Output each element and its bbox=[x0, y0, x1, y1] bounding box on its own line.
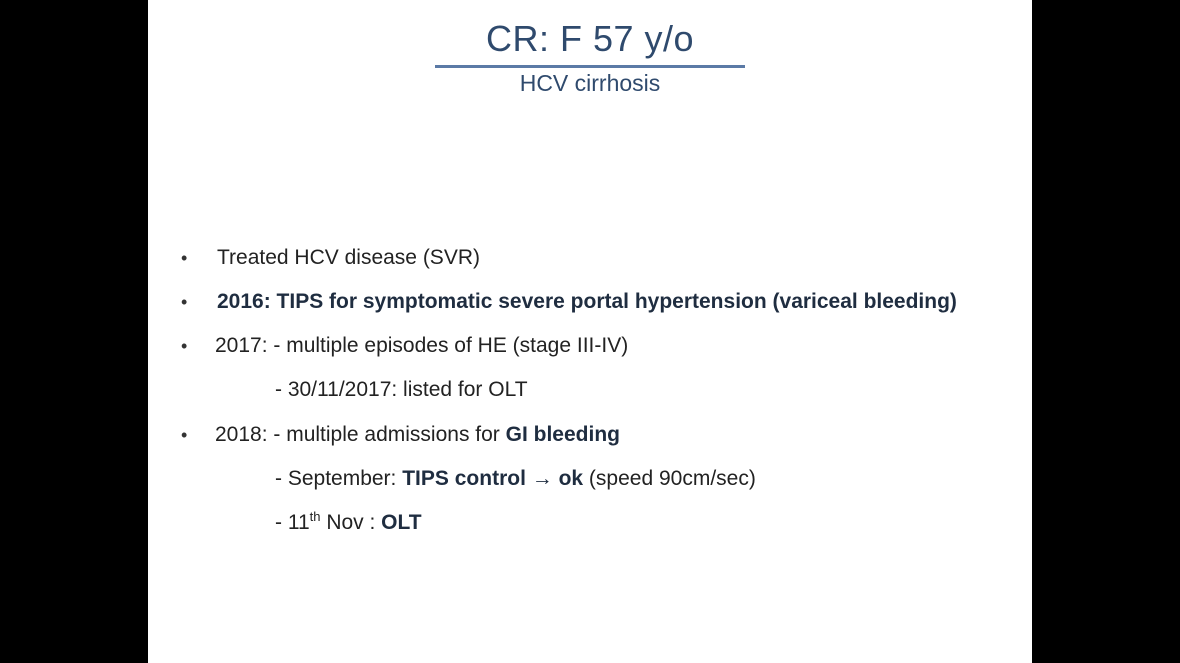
sub-item-superscript: th bbox=[309, 509, 321, 524]
sub-item-emphasis: OLT bbox=[381, 511, 422, 534]
sub-item-prefix: - September: bbox=[275, 467, 403, 490]
sub-item-mid: Nov : bbox=[320, 511, 382, 534]
bullet-text: Treated HCV disease (SVR) bbox=[217, 246, 480, 269]
sub-item-text bbox=[275, 463, 756, 495]
bullet-dot-icon: • bbox=[181, 425, 188, 445]
slide-title: CR: F 57 y/o bbox=[485, 18, 695, 59]
sub-item-emphasis: TIPS control → ok bbox=[402, 467, 584, 490]
bullet-dot-icon: • bbox=[181, 336, 188, 356]
sub-item-text bbox=[275, 507, 422, 539]
slide-subtitle: HCV cirrhosis bbox=[519, 70, 661, 96]
bullet-dot-icon: • bbox=[181, 292, 188, 312]
bullet-dot-icon: • bbox=[181, 248, 188, 268]
bullet-text-prefix: 2018: - multiple admissions for bbox=[215, 423, 506, 446]
bullet-text: 2016: TIPS for symptomatic severe portal hypertension (variceal bleeding) bbox=[217, 290, 957, 313]
sub-item-suffix: (speed 90cm/sec) bbox=[583, 467, 756, 490]
sub-item-prefix: - 11 bbox=[275, 511, 310, 534]
bullet-text bbox=[215, 419, 620, 451]
bullet-text: 2017: - multiple episodes of HE (stage III-IV) bbox=[215, 334, 629, 357]
presentation-slide bbox=[148, 0, 1032, 663]
bullet-text-emphasis: GI bleeding bbox=[505, 423, 620, 446]
sub-item-text: - 30/11/2017: listed for OLT bbox=[275, 378, 528, 401]
